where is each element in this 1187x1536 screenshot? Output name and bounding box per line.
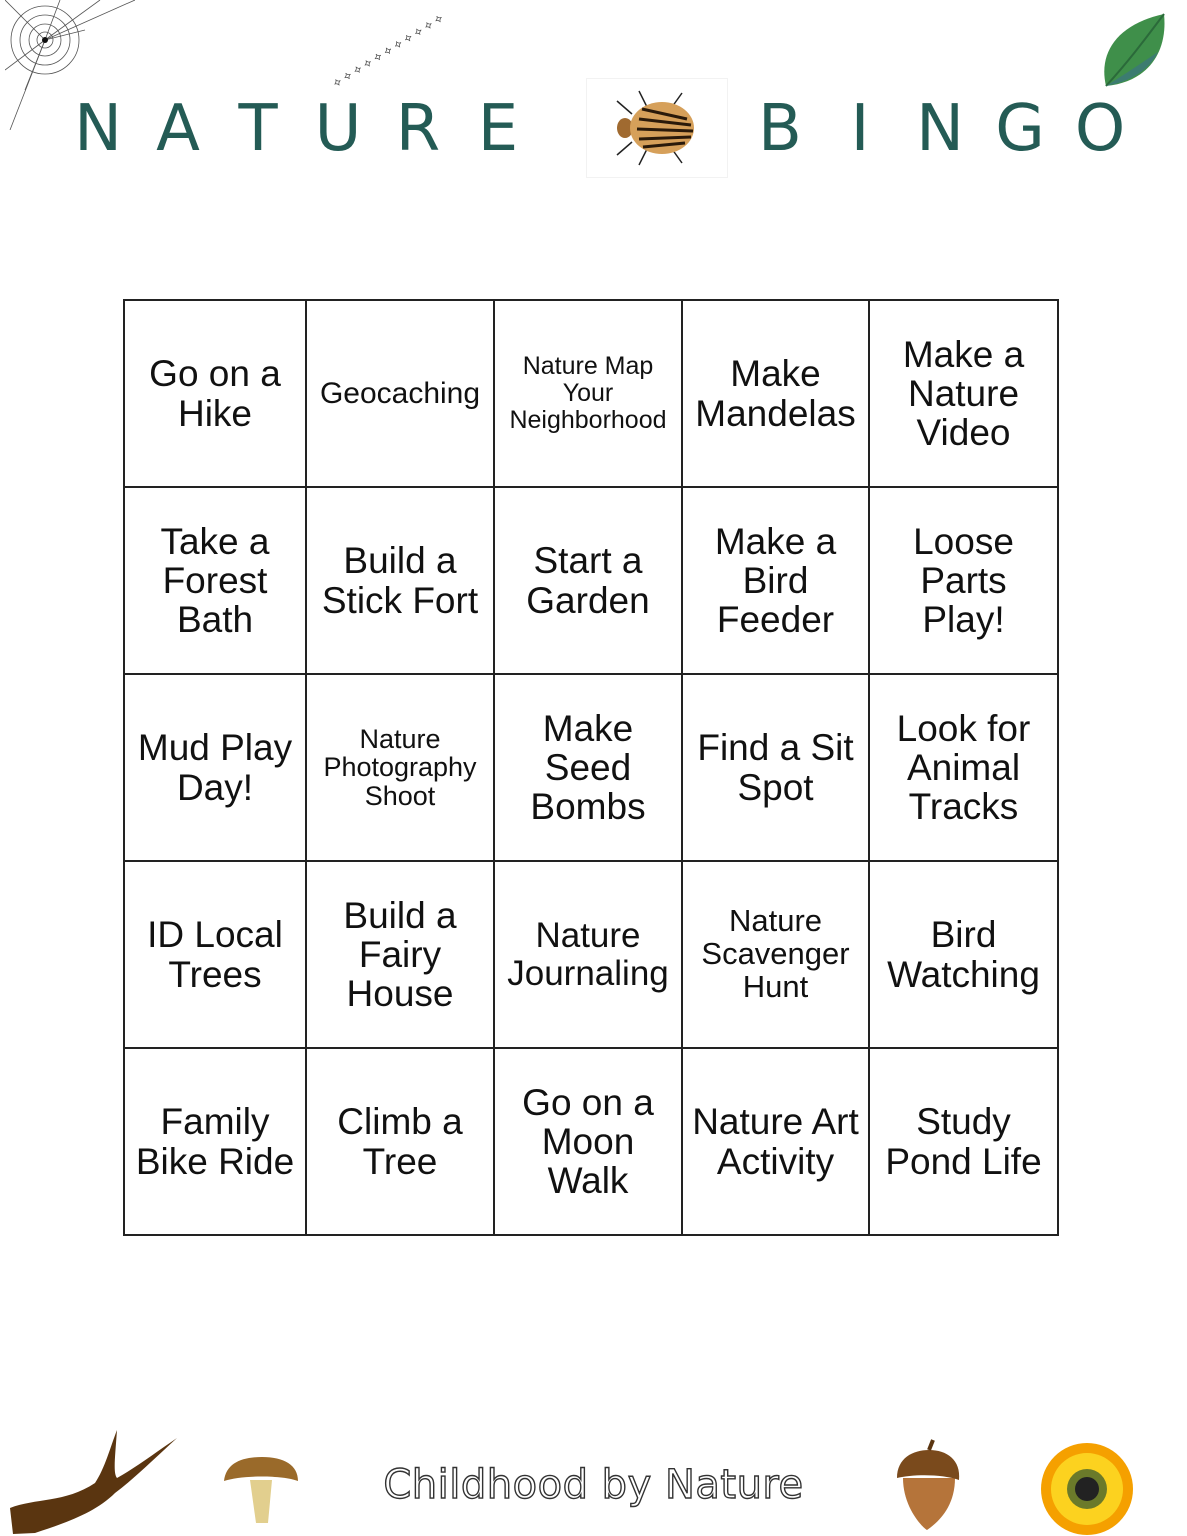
bingo-cell: Build a Fairy House [306, 861, 494, 1048]
bingo-cell: Family Bike Ride [124, 1048, 306, 1235]
beetle-icon [587, 79, 727, 177]
bingo-cell: Go on a Moon Walk [494, 1048, 682, 1235]
title-word-nature [58, 92, 538, 166]
bingo-cell: Make a Nature Video [869, 300, 1058, 487]
brand-name: Childhood by Nature [383, 1462, 804, 1508]
title-letter: N [916, 92, 964, 166]
bingo-cell: Study Pond Life [869, 1048, 1058, 1235]
bingo-cell: ID Local Trees [124, 861, 306, 1048]
bingo-cell: Start a Garden [494, 487, 682, 674]
bingo-cell: Nature Scavenger Hunt [682, 861, 869, 1048]
bingo-cell: Nature Art Activity [682, 1048, 869, 1235]
bingo-cell: Make Seed Bombs [494, 674, 682, 861]
title-letter: U [314, 92, 362, 166]
bingo-cell: Take a Forest Bath [124, 487, 306, 674]
bingo-row [124, 861, 1058, 1048]
bingo-grid [123, 299, 1059, 1236]
bingo-cell: Make a Bird Feeder [682, 487, 869, 674]
bingo-cell: Climb a Tree [306, 1048, 494, 1235]
title-letter: R [395, 92, 441, 166]
title-letter: I [850, 92, 870, 166]
bingo-row [124, 674, 1058, 861]
bingo-cell: Build a Stick Fort [306, 487, 494, 674]
bingo-cell: Find a Sit Spot [682, 674, 869, 861]
bingo-cell: Nature Journaling [494, 861, 682, 1048]
bingo-cell: Nature Map Your Neighborhood [494, 300, 682, 487]
bingo-cell: Geocaching [306, 300, 494, 487]
bingo-cell: Bird Watching [869, 861, 1058, 1048]
ant-trail-icon: ⟡⟡⟡⟡⟡⟡⟡⟡⟡⟡⟡ [330, 8, 449, 90]
beetle-image [586, 78, 728, 178]
bingo-cell: Go on a Hike [124, 300, 306, 487]
bingo-row [124, 487, 1058, 674]
title-letter: G [995, 92, 1045, 166]
acorn-icon [893, 1438, 965, 1530]
leaf-icon [1098, 12, 1168, 88]
title-letter: T [238, 92, 278, 166]
bingo-cell: Look for Animal Tracks [869, 674, 1058, 861]
bingo-cell: Loose Parts Play! [869, 487, 1058, 674]
bingo-cell: Mud Play Day! [124, 674, 306, 861]
title-word-bingo [740, 92, 1140, 166]
title-letter: A [156, 92, 200, 166]
bingo-row [124, 1048, 1058, 1235]
title-letter: N [74, 92, 122, 166]
bingo-cell: Nature Photography Shoot [306, 674, 494, 861]
bingo-row [124, 300, 1058, 487]
title-letter: E [477, 92, 519, 166]
sunflower-icon [1035, 1442, 1139, 1536]
title-letter: O [1074, 92, 1126, 166]
title-letter: B [758, 92, 802, 166]
bingo-cell: Make Mandelas [682, 300, 869, 487]
